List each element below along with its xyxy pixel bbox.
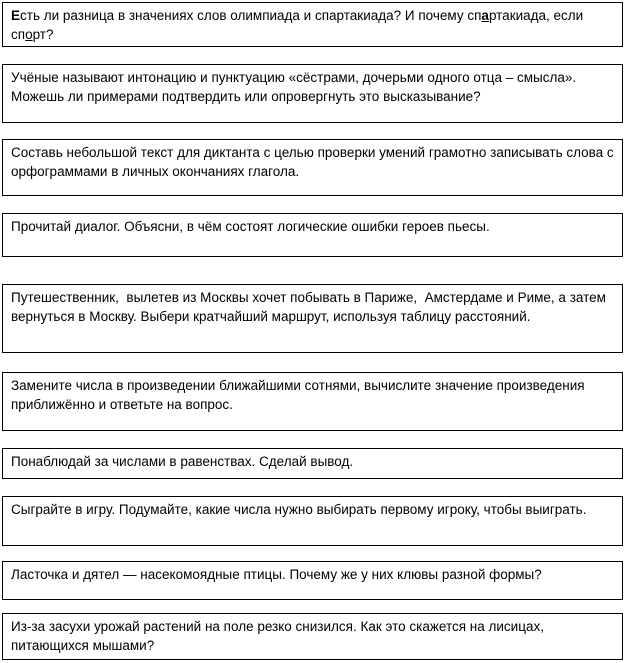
task-card-4 <box>2 213 623 257</box>
task-2-text: Учёные называют интонацию и пунктуацию «сёстрами, дочерьми одного отца – смысла». Можешь ли примерами подтвердить или опровергнуть это высказывание? <box>11 70 577 104</box>
task-3-text: Составь небольшой текст для диктанта с целью проверки умений грамотно записывать слова с орфограммами в личных окончаниях глагола. <box>11 145 614 179</box>
task-card-10 <box>2 613 623 660</box>
task-1-text-b: ртакиада, если сп <box>11 8 584 42</box>
task-card-2 <box>2 64 623 123</box>
task-card-9 <box>2 561 623 600</box>
task-card-5 <box>2 284 623 353</box>
task-1-initial-letter: Е <box>11 8 21 23</box>
task-5-text: Путешественник, вылетев из Москвы хочет побывать в Париже, Амстердаме и Риме, а затем вернуться в Москву. Выбери кратчайший маршрут, используя таблицу расстояний. <box>11 290 610 324</box>
task-1-text-a: сть ли разница в значениях слов олимпиада и спартакиада? И почему сп <box>20 8 482 23</box>
task-9-text: Ласточка и дятел — насекомоядные птицы. Почему же у них клювы разной формы? <box>11 567 542 582</box>
task-7-text: Понаблюдай за числами в равенствах. Сделай вывод. <box>11 454 354 469</box>
task-1-text-c: рт? <box>32 27 54 42</box>
task-6-text: Замените числа в произведении ближайшими сотнями, вычислите значение произведения приближённо и ответьте на вопрос. <box>11 378 585 412</box>
task-1-stressed-vowel-o: о <box>25 27 33 42</box>
task-8-text: Сыграйте в игру. Подумайте, какие числа нужно выбирать первому игроку, чтобы выиграть. <box>11 502 587 517</box>
task-4-text: Прочитай диалог. Объясни, в чём состоят логические ошибки героев пьесы. <box>11 219 490 234</box>
task-1-stressed-vowel-a: а <box>481 8 489 23</box>
task-card-8 <box>2 496 623 546</box>
task-card-3 <box>2 139 623 196</box>
task-card-6 <box>2 372 623 431</box>
task-10-text: Из-за засухи урожай растений на поле резко снизился. Как это скажется на лисицах, питающихся мышами? <box>11 619 544 653</box>
task-card-7 <box>2 448 623 479</box>
task-card-1 <box>2 2 623 47</box>
